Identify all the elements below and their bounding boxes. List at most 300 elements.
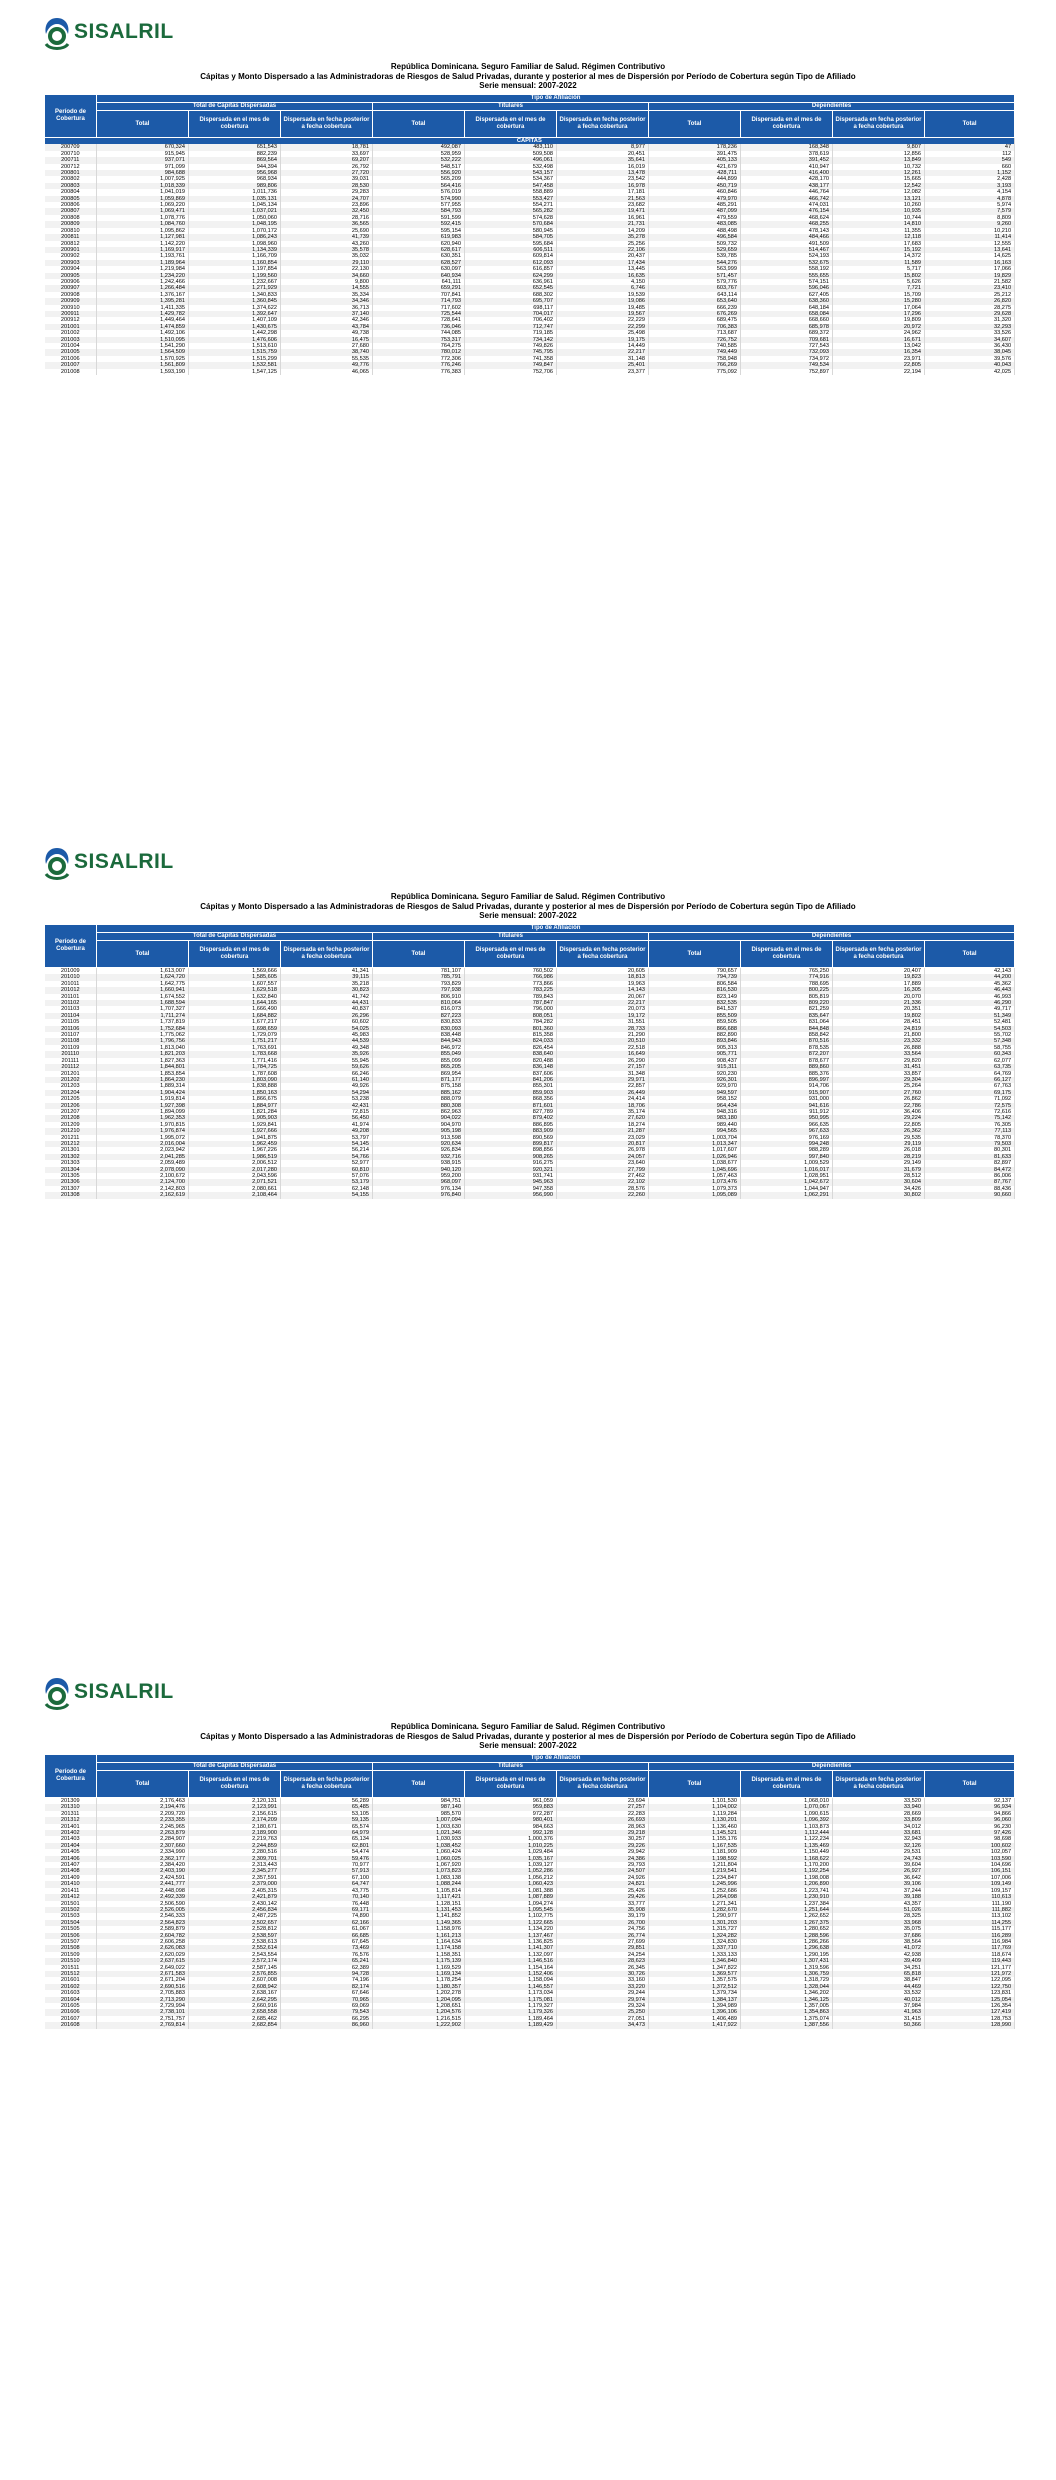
- value-cell: 19,829: [925, 273, 1015, 279]
- value-cell: 871,601: [465, 1103, 557, 1109]
- period-cell: 201011: [45, 981, 97, 987]
- value-cell: 28,963: [557, 1824, 649, 1830]
- value-cell: 2,142,803: [97, 1186, 189, 1192]
- value-cell: 1,866,675: [189, 1096, 281, 1102]
- value-cell: 1,561,809: [97, 362, 189, 368]
- column-header-after: Dispersada en fecha posterior a fecha cobertura: [833, 111, 925, 138]
- value-cell: 11,414: [925, 234, 1015, 240]
- value-cell: 704,017: [465, 311, 557, 317]
- period-cell: 201005: [45, 349, 97, 355]
- value-cell: 19,802: [833, 1013, 925, 1019]
- value-cell: 753,317: [373, 337, 465, 343]
- value-cell: 33,681: [833, 1830, 925, 1836]
- value-cell: 985,570: [373, 1811, 465, 1817]
- value-cell: 79,503: [925, 1141, 1015, 1147]
- period-cell: 200901: [45, 247, 97, 253]
- value-cell: 1,007,094: [373, 1817, 465, 1823]
- value-cell: 64,769: [925, 1071, 1015, 1077]
- value-cell: 65,485: [281, 1804, 373, 1810]
- value-cell: 14,209: [557, 228, 649, 234]
- value-cell: 25,401: [557, 362, 649, 368]
- value-cell: 837,606: [465, 1071, 557, 1077]
- value-cell: 883,909: [465, 1128, 557, 1134]
- value-cell: 844,943: [373, 1038, 465, 1044]
- value-cell: 875,158: [373, 1083, 465, 1089]
- value-cell: 38,564: [833, 1939, 925, 1945]
- value-cell: 19,172: [557, 1013, 649, 1019]
- value-cell: 734,142: [465, 337, 557, 343]
- value-cell: 869,564: [189, 157, 281, 163]
- value-cell: 111,190: [925, 1901, 1015, 1907]
- brand-name: SISALRIL: [74, 850, 174, 873]
- value-cell: 20,407: [833, 968, 925, 975]
- value-cell: 22,518: [557, 1045, 649, 1051]
- value-cell: 49,738: [281, 330, 373, 336]
- value-cell: 859,505: [649, 1019, 741, 1025]
- value-cell: 1,674,552: [97, 994, 189, 1000]
- table-row: [45, 968, 1015, 975]
- report-heading: [0, 892, 1056, 921]
- value-cell: 926,301: [649, 1077, 741, 1083]
- value-cell: 1,149,365: [373, 1920, 465, 1926]
- value-cell: 855,049: [373, 1051, 465, 1057]
- value-cell: 1,813,040: [97, 1045, 189, 1051]
- value-cell: 858,842: [741, 1032, 833, 1038]
- value-cell: 532,498: [465, 164, 557, 170]
- value-cell: 1,028,951: [741, 1173, 833, 1179]
- value-cell: 815,358: [465, 1032, 557, 1038]
- value-cell: 1,242,466: [97, 279, 189, 285]
- value-cell: 1,083,138: [373, 1875, 465, 1881]
- value-cell: 491,509: [741, 241, 833, 247]
- value-cell: 619,983: [373, 234, 465, 240]
- period-cell: 200811: [45, 234, 97, 240]
- value-cell: 1,095,862: [97, 228, 189, 234]
- value-cell: 2,362,177: [97, 1856, 189, 1862]
- value-cell: 22,857: [557, 1083, 649, 1089]
- value-cell: 741,358: [465, 356, 557, 362]
- value-cell: 1,929,841: [189, 1122, 281, 1128]
- value-cell: 1,198,592: [649, 1856, 741, 1862]
- value-cell: 1,216,515: [373, 2016, 465, 2022]
- value-cell: 74,890: [281, 1913, 373, 1919]
- value-cell: 27,720: [281, 170, 373, 176]
- value-cell: 69,171: [281, 1907, 373, 1913]
- value-cell: 100,602: [925, 1843, 1015, 1849]
- value-cell: 1,132,097: [465, 1952, 557, 1958]
- value-cell: 56,214: [281, 1147, 373, 1153]
- value-cell: 1,073,823: [373, 1868, 465, 1874]
- value-cell: 1,564,509: [97, 349, 189, 355]
- period-cell: 201101: [45, 994, 97, 1000]
- value-cell: 1,208,651: [373, 2003, 465, 2009]
- value-cell: 39,115: [281, 974, 373, 980]
- value-cell: 1,193,761: [97, 253, 189, 259]
- value-cell: 2,108,464: [189, 1192, 281, 1198]
- value-cell: 987,140: [373, 1804, 465, 1810]
- value-cell: 22,102: [557, 1179, 649, 1185]
- value-cell: 115,177: [925, 1926, 1015, 1932]
- value-cell: 12,856: [833, 151, 925, 157]
- value-cell: 1,103,873: [741, 1824, 833, 1830]
- value-cell: 9,807: [833, 144, 925, 150]
- group-dependientes-header: Dependientes: [649, 1763, 1015, 1771]
- value-cell: 13,121: [833, 196, 925, 202]
- group-dependientes-header: Dependientes: [649, 103, 1015, 111]
- heading-line-3: Serie mensual: 2007-2022: [479, 1741, 577, 1750]
- value-cell: 1,079,373: [649, 1186, 741, 1192]
- value-cell: 725,544: [373, 311, 465, 317]
- value-cell: 474,031: [741, 202, 833, 208]
- value-cell: 2,626,083: [97, 1945, 189, 1951]
- value-cell: 1,204,095: [373, 1997, 465, 2003]
- value-cell: 34,660: [281, 273, 373, 279]
- value-cell: 29,971: [557, 1077, 649, 1083]
- value-cell: 7,579: [925, 208, 1015, 214]
- value-cell: 709,681: [741, 337, 833, 343]
- value-cell: 23,682: [557, 202, 649, 208]
- value-cell: 5,717: [833, 266, 925, 272]
- value-cell: 1,430,675: [189, 324, 281, 330]
- column-header-in-month: Dispersada en el mes de cobertura: [465, 941, 557, 968]
- period-cell: 201204: [45, 1090, 97, 1096]
- period-cell: 201006: [45, 356, 97, 362]
- value-cell: 844,848: [741, 1026, 833, 1032]
- value-cell: 468,624: [741, 215, 833, 221]
- value-cell: 16,671: [833, 337, 925, 343]
- column-header-in-month: Dispersada en el mes de cobertura: [741, 941, 833, 968]
- value-cell: 1,119,284: [649, 1811, 741, 1817]
- value-cell: 24,821: [557, 1881, 649, 1887]
- value-cell: 788,695: [741, 981, 833, 987]
- value-cell: 15,709: [833, 292, 925, 298]
- value-cell: 2,120,131: [189, 1798, 281, 1805]
- value-cell: 492,087: [373, 144, 465, 150]
- value-cell: 920,634: [373, 1141, 465, 1147]
- period-cell: 201002: [45, 330, 97, 336]
- report-page: [0, 1660, 1056, 2480]
- value-cell: 75,142: [925, 1115, 1015, 1121]
- value-cell: 14,143: [557, 987, 649, 993]
- value-cell: 1,510,095: [97, 337, 189, 343]
- value-cell: 13,478: [557, 170, 649, 176]
- sisalril-logo: [40, 844, 190, 884]
- value-cell: 29,535: [833, 1135, 925, 1141]
- value-cell: 1,059,869: [97, 196, 189, 202]
- value-cell: 676,269: [649, 311, 741, 317]
- group-titulares-header: Titulares: [373, 1763, 649, 1771]
- value-cell: 869,954: [373, 1071, 465, 1077]
- value-cell: 1,141,852: [373, 1913, 465, 1919]
- value-cell: 1,629,518: [189, 987, 281, 993]
- value-cell: 1,532,581: [189, 362, 281, 368]
- value-cell: 1,127,981: [97, 234, 189, 240]
- value-cell: 466,742: [741, 196, 833, 202]
- value-cell: 653,640: [649, 298, 741, 304]
- value-cell: 1,136,460: [649, 1824, 741, 1830]
- value-cell: 26,018: [833, 1147, 925, 1153]
- value-cell: 752,897: [741, 369, 833, 375]
- value-cell: 1,677,217: [189, 1019, 281, 1025]
- value-cell: 23,410: [925, 285, 1015, 291]
- brand-name: SISALRIL: [74, 1680, 174, 1703]
- value-cell: 931,000: [741, 1096, 833, 1102]
- period-cell: 201107: [45, 1032, 97, 1038]
- table-row: [45, 2022, 1015, 2028]
- value-cell: 984,751: [373, 1798, 465, 1805]
- value-cell: 53,797: [281, 1135, 373, 1141]
- value-cell: 796,000: [465, 1006, 557, 1012]
- period-cell: 201105: [45, 1019, 97, 1025]
- value-cell: 685,978: [741, 324, 833, 330]
- heading-line-2: Cápitas y Monto Dispersado a las Administradoras de Riesgos de Salud Privadas, durante y posterior al mes de Dispersión por Período de Cobertura según Tipo de Afiliado: [200, 1731, 856, 1741]
- value-cell: 821,259: [741, 1006, 833, 1012]
- value-cell: 29,218: [557, 1830, 649, 1836]
- value-cell: 20,437: [557, 253, 649, 259]
- value-cell: 2,016,004: [97, 1141, 189, 1147]
- group-dependientes-header: Dependientes: [649, 933, 1015, 941]
- period-cell: 201302: [45, 1154, 97, 1160]
- value-cell: 76,448: [281, 1901, 373, 1907]
- value-cell: 10,210: [925, 228, 1015, 234]
- value-cell: 915,311: [649, 1064, 741, 1070]
- value-cell: 595,684: [465, 241, 557, 247]
- value-cell: 1,130,201: [649, 1817, 741, 1823]
- heading-line-2: Cápitas y Monto Dispersado a las Administradoras de Riesgos de Salud Privadas, durante y posterior al mes de Dispersión por Período de Cobertura según Tipo de Afiliado: [200, 901, 856, 911]
- value-cell: 1,515,299: [189, 356, 281, 362]
- value-cell: 1,307,431: [741, 1958, 833, 1964]
- value-cell: 964,434: [649, 1103, 741, 1109]
- period-cell: 201307: [45, 1186, 97, 1192]
- value-cell: 576,019: [373, 189, 465, 195]
- value-cell: 410,947: [741, 164, 833, 170]
- value-cell: 580,945: [465, 228, 557, 234]
- column-header-after: Dispersada en fecha posterior a fecha cobertura: [281, 941, 373, 968]
- value-cell: 752,706: [465, 369, 557, 375]
- value-cell: 1,164,634: [373, 1939, 465, 1945]
- value-cell: 706,383: [649, 324, 741, 330]
- heading-line-2: Cápitas y Monto Dispersado a las Administradoras de Riesgos de Salud Privadas, durante y posterior al mes de Dispersión por Período de Cobertura según Tipo de Afiliado: [200, 71, 856, 81]
- value-cell: 123,831: [925, 1990, 1015, 1996]
- value-cell: 547,458: [465, 183, 557, 189]
- value-cell: 3,193: [925, 183, 1015, 189]
- value-cell: 606,511: [465, 247, 557, 253]
- value-cell: 24,507: [557, 1868, 649, 1874]
- value-cell: 22,217: [557, 1000, 649, 1006]
- value-cell: 959,200: [373, 1173, 465, 1179]
- period-cell: 201510: [45, 1958, 97, 1964]
- value-cell: 24,743: [833, 1856, 925, 1862]
- value-cell: 116,984: [925, 1939, 1015, 1945]
- value-cell: 41,341: [281, 968, 373, 975]
- value-cell: 1,384,137: [649, 1997, 741, 2003]
- value-cell: 797,938: [373, 987, 465, 993]
- value-cell: 1,354,863: [741, 2009, 833, 2015]
- value-cell: 1,204,576: [373, 2009, 465, 2015]
- value-cell: 1,585,605: [189, 974, 281, 980]
- value-cell: 947,358: [465, 1186, 557, 1192]
- value-cell: 25,256: [557, 241, 649, 247]
- value-cell: 2,189,900: [189, 1830, 281, 1836]
- value-cell: 23,029: [557, 1135, 649, 1141]
- period-cell: 201212: [45, 1141, 97, 1147]
- value-cell: 774,916: [741, 974, 833, 980]
- value-cell: 592,415: [373, 221, 465, 227]
- value-cell: 28,733: [557, 1026, 649, 1032]
- value-cell: 65,574: [281, 1824, 373, 1830]
- value-cell: 1,131,453: [373, 1907, 465, 1913]
- value-cell: 21,336: [833, 1000, 925, 1006]
- value-cell: 12,261: [833, 170, 925, 176]
- value-cell: 112: [925, 151, 1015, 157]
- value-cell: 1,234,847: [649, 1875, 741, 1881]
- value-cell: 1,060,423: [465, 1881, 557, 1887]
- value-cell: 1,396,106: [649, 2009, 741, 2015]
- column-header-total: Total: [97, 1771, 189, 1798]
- value-cell: 1,962,459: [189, 1141, 281, 1147]
- value-cell: 1,995,072: [97, 1135, 189, 1141]
- value-cell: 1,013,347: [649, 1141, 741, 1147]
- value-cell: 97,426: [925, 1830, 1015, 1836]
- column-header-total: Total: [925, 941, 1015, 968]
- value-cell: 33,526: [925, 330, 1015, 336]
- value-cell: 554,271: [465, 202, 557, 208]
- value-cell: 2,421,879: [189, 1894, 281, 1900]
- period-cell: 201104: [45, 1013, 97, 1019]
- value-cell: 1,146,516: [465, 1958, 557, 1964]
- value-cell: 648,184: [741, 305, 833, 311]
- capitas-table: [44, 924, 1015, 1199]
- value-cell: 416,400: [741, 170, 833, 176]
- value-cell: 19,539: [557, 292, 649, 298]
- value-cell: 29,628: [925, 311, 1015, 317]
- value-cell: 24,254: [557, 1952, 649, 1958]
- value-cell: 859,903: [465, 1090, 557, 1096]
- value-cell: 1,178,254: [373, 1977, 465, 1983]
- value-cell: 19,471: [557, 208, 649, 214]
- value-cell: 1,035,131: [189, 196, 281, 202]
- value-cell: 18,813: [557, 974, 649, 980]
- value-cell: 1,069,471: [97, 208, 189, 214]
- value-cell: 556,920: [373, 170, 465, 176]
- value-cell: 838,448: [373, 1032, 465, 1038]
- value-cell: 1,707,327: [97, 1006, 189, 1012]
- value-cell: 976,169: [741, 1135, 833, 1141]
- value-cell: 640,934: [373, 273, 465, 279]
- value-cell: 33,564: [833, 1051, 925, 1057]
- value-cell: 39,604: [833, 1862, 925, 1868]
- value-cell: 1,169,917: [97, 247, 189, 253]
- heading-line-3: Serie mensual: 2007-2022: [479, 81, 577, 90]
- value-cell: 2,589,879: [97, 1926, 189, 1932]
- value-cell: 1,017,607: [649, 1147, 741, 1153]
- value-cell: 1,290,195: [741, 1952, 833, 1958]
- value-cell: 659,291: [373, 285, 465, 291]
- period-cell: 201209: [45, 1122, 97, 1128]
- value-cell: 2,526,005: [97, 1907, 189, 1913]
- value-cell: 591,599: [373, 215, 465, 221]
- value-cell: 638,360: [741, 298, 833, 304]
- value-cell: 1,315,727: [649, 1926, 741, 1932]
- value-cell: 1,838,888: [189, 1083, 281, 1089]
- value-cell: 22,106: [557, 247, 649, 253]
- value-cell: 514,467: [741, 247, 833, 253]
- value-cell: 1,219,541: [649, 1868, 741, 1874]
- value-cell: 18,706: [557, 1103, 649, 1109]
- value-cell: 706,402: [465, 317, 557, 323]
- value-cell: 944,394: [189, 164, 281, 170]
- value-cell: 959,883: [465, 1804, 557, 1810]
- value-cell: 539,785: [649, 253, 741, 259]
- value-cell: 62,077: [925, 1058, 1015, 1064]
- value-cell: 1,894,099: [97, 1109, 189, 1115]
- value-cell: 33,160: [557, 1977, 649, 1983]
- value-cell: 26,362: [833, 1128, 925, 1134]
- value-cell: 21,582: [925, 279, 1015, 285]
- report-page: [0, 830, 1056, 1650]
- value-cell: 888,079: [373, 1096, 465, 1102]
- value-cell: 1,569,666: [189, 968, 281, 975]
- value-cell: 26,345: [557, 1965, 649, 1971]
- value-cell: 13,042: [833, 343, 925, 349]
- value-cell: 1,073,476: [649, 1179, 741, 1185]
- period-cell: 201304: [45, 1167, 97, 1173]
- affiliation-type-header: Tipo de Afiliación: [97, 925, 1015, 933]
- value-cell: 838,640: [465, 1051, 557, 1057]
- value-cell: 60,810: [281, 1167, 373, 1173]
- group-titulares-header: Titulares: [373, 103, 649, 111]
- value-cell: 41,739: [281, 234, 373, 240]
- value-cell: 689,475: [649, 317, 741, 323]
- value-cell: 885,376: [741, 1071, 833, 1077]
- value-cell: 1,252,686: [649, 1888, 741, 1894]
- value-cell: 564,416: [373, 183, 465, 189]
- value-cell: 479,559: [649, 215, 741, 221]
- value-cell: 1,232,667: [189, 279, 281, 285]
- value-cell: 33,777: [557, 1901, 649, 1907]
- value-cell: 1,346,202: [741, 1990, 833, 1996]
- value-cell: 2,244,859: [189, 1843, 281, 1849]
- value-cell: 885,162: [373, 1090, 465, 1096]
- value-cell: 23,694: [557, 1798, 649, 1805]
- period-cell: 201410: [45, 1881, 97, 1887]
- value-cell: 14,555: [281, 285, 373, 291]
- value-cell: 1,927,666: [189, 1128, 281, 1134]
- value-cell: 1,684,882: [189, 1013, 281, 1019]
- value-cell: 976,134: [373, 1186, 465, 1192]
- value-cell: 1,864,230: [97, 1077, 189, 1083]
- value-cell: 926,834: [373, 1147, 465, 1153]
- value-cell: 1,152: [925, 170, 1015, 176]
- value-cell: 1,060,025: [373, 1856, 465, 1862]
- value-cell: 28,530: [281, 183, 373, 189]
- value-cell: 870,516: [741, 1038, 833, 1044]
- period-cell: 201106: [45, 1026, 97, 1032]
- value-cell: 405,133: [649, 157, 741, 163]
- value-cell: 1,541,290: [97, 343, 189, 349]
- value-cell: 565,209: [373, 176, 465, 182]
- value-cell: 1,134,339: [189, 247, 281, 253]
- value-cell: 1,010,225: [465, 1843, 557, 1849]
- period-cell: 201402: [45, 1830, 97, 1836]
- period-cell: 200812: [45, 241, 97, 247]
- value-cell: 39,031: [281, 176, 373, 182]
- value-cell: 736,046: [373, 324, 465, 330]
- value-cell: 2,638,167: [189, 1990, 281, 1996]
- value-cell: 20,070: [833, 994, 925, 1000]
- value-cell: 113,102: [925, 1913, 1015, 1919]
- value-cell: 728,641: [373, 317, 465, 323]
